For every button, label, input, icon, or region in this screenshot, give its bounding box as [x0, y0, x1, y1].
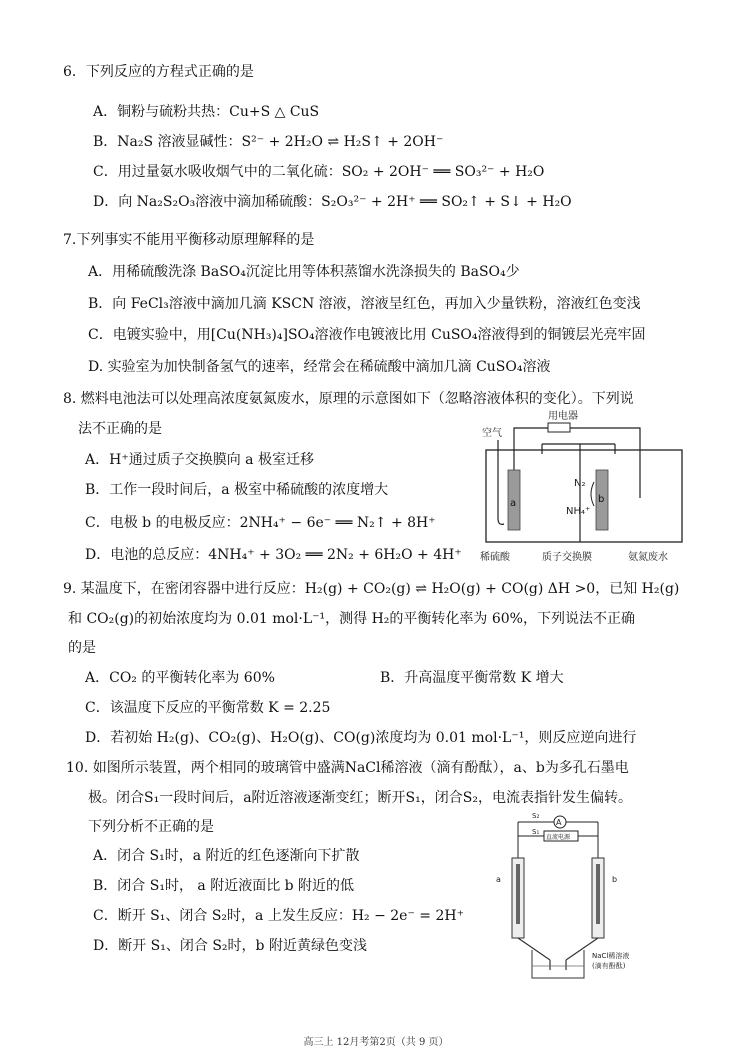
waste-label: 氨氮废水	[628, 552, 668, 563]
connecting-tubes	[518, 938, 598, 970]
beaker	[532, 950, 584, 978]
q9-stem-line1: 9. 某温度下，在密闭容器中进行反应：H₂(g) + CO₂(g) ⇌ H₂O(g) + CO(g) ΔH >0，已知 H₂(g)	[63, 581, 680, 597]
solution-note: (滴有酚酞)	[592, 962, 626, 970]
appliance-label: 用电器	[548, 411, 578, 422]
power-supply-label: 直流电源	[546, 834, 571, 841]
acid-label: 稀硫酸	[480, 552, 510, 563]
q7-option-b: B．向 FeCl₃溶液中滴加几滴 KSCN 溶液，溶液呈红色，再加入少量铁粉，溶液红色变浅	[88, 296, 641, 312]
q9-option-c: C．该温度下反应的平衡常数 K = 2.25	[85, 700, 331, 716]
q6-option-b: B．Na₂S 溶液显碱性：S²⁻ + 2H₂O ⇌ H₂S↑ + 2OH⁻	[93, 134, 444, 150]
q10-option-a: A．闭合 S₁时，a 附近的红色逐渐向下扩散	[93, 848, 360, 864]
q7-stem: 7.下列事实不能用平衡移动原理解释的是	[63, 232, 315, 248]
fuel-cell-diagram	[470, 410, 702, 568]
q9-option-d: D．若初始 H₂(g)、CO₂(g)、H₂O(g)、CO(g)浓度均为 0.01 mol·L⁻¹，则反应逆向进行	[85, 730, 637, 746]
q8-option-a: A．H⁺通过质子交换膜向 a 极室迁移	[85, 452, 314, 468]
q10-option-c: C．断开 S₁、闭合 S₂时，a 上发生反应：H₂ − 2e⁻ = 2H⁺	[93, 908, 464, 924]
electrode-b-label: b	[598, 494, 605, 505]
electrolysis-diagram	[488, 810, 648, 982]
q10-stem-line1: 10. 如图所示装置，两个相同的玻璃管中盛满NaCl稀溶液（滴有酚酞），a、b为多孔石墨电	[66, 760, 629, 776]
solution-label: NaCl稀溶液	[592, 952, 630, 960]
electrode-a-label: a	[496, 875, 501, 884]
electrode-b-label: b	[612, 875, 618, 884]
n2-label: N₂	[574, 478, 586, 489]
q10-option-b: B．闭合 S₁时， a 附近液面比 b 附近的低	[93, 878, 355, 894]
q9-stem-line2: 和 CO₂(g)的初始浓度均为 0.01 mol·L⁻¹，测得 H₂的平衡转化率为 60%，下列说法不正确	[68, 611, 635, 627]
air-inlet-tube	[498, 440, 504, 524]
q7-option-c: C．电镀实验中，用[Cu(NH₃)₄]SO₄溶液作电镀液比用 CuSO₄溶液得到的铜镀层光亮牢固	[88, 327, 646, 343]
page-footer: 高三上 12月考第2页（共 9 页）	[303, 1037, 449, 1048]
air-label: 空气	[482, 428, 502, 439]
electrode-b	[596, 864, 600, 924]
q8-stem-line1: 8. 燃料电池法可以处理高浓度氨氮废水，原理的示意图如下（忽略溶液体积的变化）。下列说	[63, 391, 634, 407]
q10-stem-line3: 下列分析不正确的是	[88, 819, 214, 835]
switch-s2-label: S₂	[532, 812, 540, 820]
q6-stem: 6．下列反应的方程式正确的是	[63, 64, 254, 80]
q8-option-d: D．电池的总反应：4NH₄⁺ + 3O₂ ══ 2N₂ + 6H₂O + 4H⁺	[85, 547, 462, 563]
appliance-box	[548, 423, 570, 432]
q7-option-a: A．用稀硫酸洗涤 BaSO₄沉淀比用等体积蒸馏水洗涤损失的 BaSO₄少	[88, 264, 520, 280]
q9-stem-line3: 的是	[68, 640, 96, 656]
reaction-arrow	[591, 482, 594, 506]
ammeter-label: A	[556, 818, 562, 827]
q10-stem-line2: 极。闭合S₁一段时间后，a附近溶液逐渐变红；断开S₁，闭合S₂，电流表指针发生偏转。	[88, 790, 632, 806]
q6-option-d: D．向 Na₂S₂O₃溶液中滴加稀硫酸：S₂O₃²⁻ + 2H⁺ ══ SO₂↑ + S↓ + H₂O	[93, 194, 572, 210]
q6-option-c: C．用过量氨水吸收烟气中的二氧化硫：SO₂ + 2OH⁻ ══ SO₃²⁻ + H₂O	[93, 164, 545, 180]
electrode-a-label: a	[510, 498, 517, 509]
switch-s1-label: S₁	[532, 828, 540, 836]
nh4-label: NH₄⁺	[566, 506, 591, 517]
electrode-a	[516, 864, 520, 924]
q8-option-c: C．电极 b 的电极反应：2NH₄⁺ − 6e⁻ ══ N₂↑ + 8H⁺	[85, 515, 436, 531]
q8-stem-line2: 法不正确的是	[78, 421, 162, 437]
q10-option-d: D．断开 S₁、闭合 S₂时，b 附近黄绿色变浅	[93, 938, 367, 954]
q7-option-d: D. 实验室为加快制备氢气的速率，经常会在稀硫酸中滴加几滴 CuSO₄溶液	[88, 359, 551, 375]
q8-option-b: B．工作一段时间后，a 极室中稀硫酸的浓度增大	[85, 482, 389, 498]
q9-option-b: B．升高温度平衡常数 K 增大	[380, 670, 564, 686]
q9-option-a: A．CO₂ 的平衡转化率为 60%	[85, 670, 275, 686]
q6-option-a: A．铜粉与硫粉共热：Cu+S △ CuS	[93, 104, 320, 120]
membrane-label: 质子交换膜	[542, 552, 592, 563]
